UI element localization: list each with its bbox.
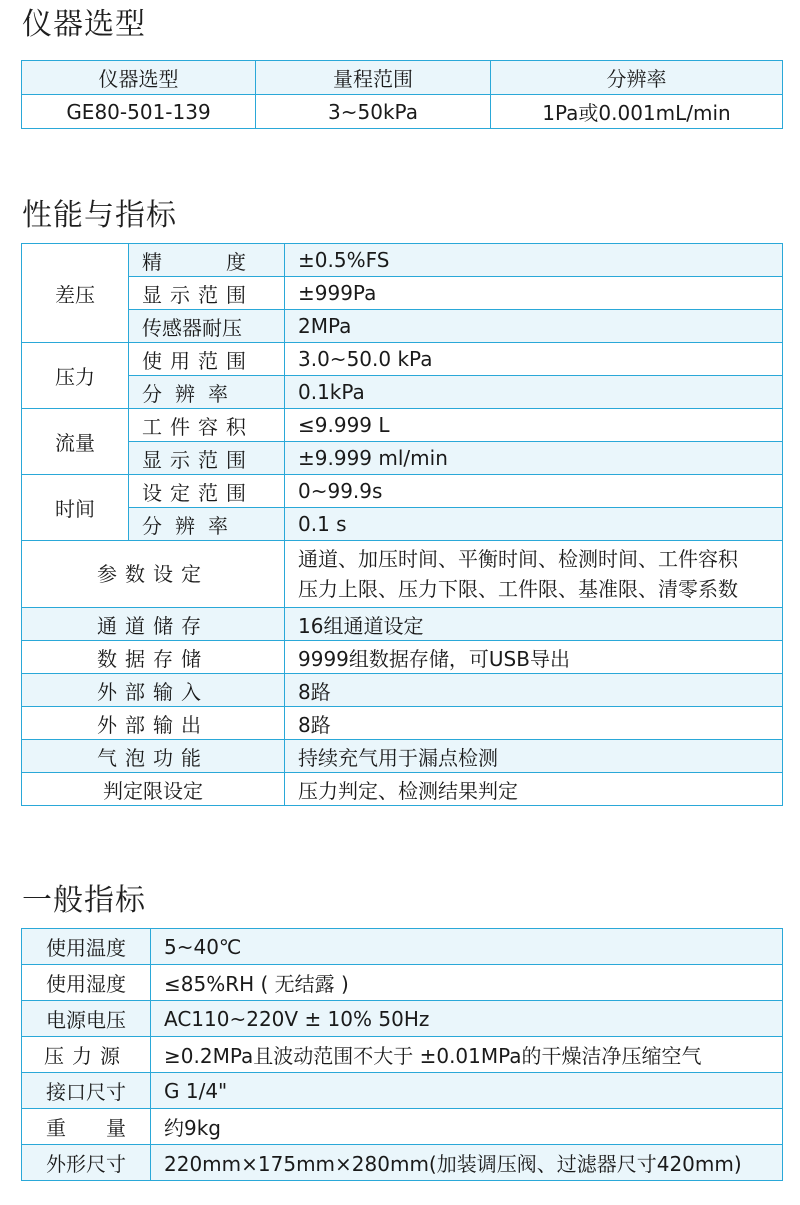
table-row xyxy=(22,376,783,409)
table-row xyxy=(22,409,783,442)
row-value: ±9.999 ml/min xyxy=(285,442,783,475)
group-flow: 流量 xyxy=(22,409,129,475)
row-label: 使用温度 xyxy=(22,929,151,965)
table-row xyxy=(22,508,783,541)
general-table xyxy=(21,928,783,1181)
performance-table xyxy=(21,243,783,806)
row-value: 0.1 s xyxy=(285,508,783,541)
row-label: 压力源 xyxy=(22,1037,151,1073)
model-number: GE80-501-139 xyxy=(22,95,256,129)
table-row xyxy=(22,244,783,277)
row-value: 8路 xyxy=(285,674,783,707)
row-label: 显示范围 xyxy=(129,442,285,475)
row-label: 外形尺寸 xyxy=(22,1145,151,1181)
row-value: G 1/4" xyxy=(151,1073,783,1109)
row-value: ±999Pa xyxy=(285,277,783,310)
row-value: 8路 xyxy=(285,707,783,740)
row-label: 显示范围 xyxy=(129,277,285,310)
group-differential-pressure: 差压 xyxy=(22,244,129,343)
row-label: 电源电压 xyxy=(22,1001,151,1037)
row-value: 0.1kPa xyxy=(285,376,783,409)
row-value: ≥0.2MPa且波动范围不大于 ±0.01MPa的干燥洁净压缩空气 xyxy=(151,1037,783,1073)
table-row xyxy=(22,1109,783,1145)
row-value: AC110~220V ± 10% 50Hz xyxy=(151,1001,783,1037)
table-row xyxy=(22,310,783,343)
row-label: 传感器耐压 xyxy=(129,310,285,343)
row-label: 判定限设定 xyxy=(22,773,285,806)
row-value: ±0.5%FS xyxy=(285,244,783,277)
row-value: ≤9.999 L xyxy=(285,409,783,442)
table-row xyxy=(22,1001,783,1037)
table-row xyxy=(22,608,783,641)
table-row xyxy=(22,929,783,965)
resolution-value: 1Pa或0.001mL/min xyxy=(491,95,783,129)
row-value: 3.0~50.0 kPa xyxy=(285,343,783,376)
table-row xyxy=(22,442,783,475)
row-label: 分辨率 xyxy=(129,376,285,409)
row-label: 使用范围 xyxy=(129,343,285,376)
table-row xyxy=(22,1037,783,1073)
table-header-row xyxy=(22,61,783,95)
range-value: 3~50kPa xyxy=(256,95,491,129)
header-cell: 分辨率 xyxy=(491,61,783,95)
row-value: 2MPa xyxy=(285,310,783,343)
row-label: 设定范围 xyxy=(129,475,285,508)
model-table xyxy=(21,60,783,129)
table-row xyxy=(22,541,783,608)
table-row xyxy=(22,343,783,376)
params-label: 参数设定 xyxy=(22,541,285,608)
table-row xyxy=(22,965,783,1001)
row-label: 精 度 xyxy=(129,244,285,277)
row-value: 压力判定、检测结果判定 xyxy=(285,773,783,806)
row-value: 约9kg xyxy=(151,1109,783,1145)
row-label: 接口尺寸 xyxy=(22,1073,151,1109)
row-value: 220mm×175mm×280mm(加装调压阀、过滤器尺寸420mm) xyxy=(151,1145,783,1181)
params-line-2: 压力上限、压力下限、工件限、基准限、清零系数 xyxy=(298,577,738,601)
table-row xyxy=(22,674,783,707)
row-label: 重 量 xyxy=(22,1109,151,1145)
row-label: 数据存储 xyxy=(22,641,285,674)
table-row xyxy=(22,1073,783,1109)
row-value: ≤85%RH ( 无结露 ) xyxy=(151,965,783,1001)
table-row xyxy=(22,475,783,508)
row-value: 5~40℃ xyxy=(151,929,783,965)
row-value: 9999组数据存储，可USB导出 xyxy=(285,641,783,674)
table-row xyxy=(22,641,783,674)
table-row xyxy=(22,740,783,773)
table-row xyxy=(22,773,783,806)
row-value: 16组通道设定 xyxy=(285,608,783,641)
row-label: 分辨率 xyxy=(129,508,285,541)
row-label: 工件容积 xyxy=(129,409,285,442)
params-line-1: 通道、加压时间、平衡时间、检测时间、工件容积 xyxy=(298,547,738,571)
row-label: 气泡功能 xyxy=(22,740,285,773)
section-title-general: 一般指标 xyxy=(22,883,146,918)
table-row xyxy=(22,277,783,310)
section-title-model: 仪器选型 xyxy=(22,7,146,42)
header-cell: 仪器选型 xyxy=(22,61,256,95)
table-row xyxy=(22,95,783,129)
row-label: 外部输出 xyxy=(22,707,285,740)
group-pressure: 压力 xyxy=(22,343,129,409)
table-row xyxy=(22,707,783,740)
section-title-performance: 性能与指标 xyxy=(22,198,177,233)
row-label: 外部输入 xyxy=(22,674,285,707)
params-value xyxy=(285,541,783,608)
group-time: 时间 xyxy=(22,475,129,541)
row-label: 使用湿度 xyxy=(22,965,151,1001)
row-value: 0~99.9s xyxy=(285,475,783,508)
table-row xyxy=(22,1145,783,1181)
header-cell: 量程范围 xyxy=(256,61,491,95)
row-value: 持续充气用于漏点检测 xyxy=(285,740,783,773)
row-label: 通道储存 xyxy=(22,608,285,641)
